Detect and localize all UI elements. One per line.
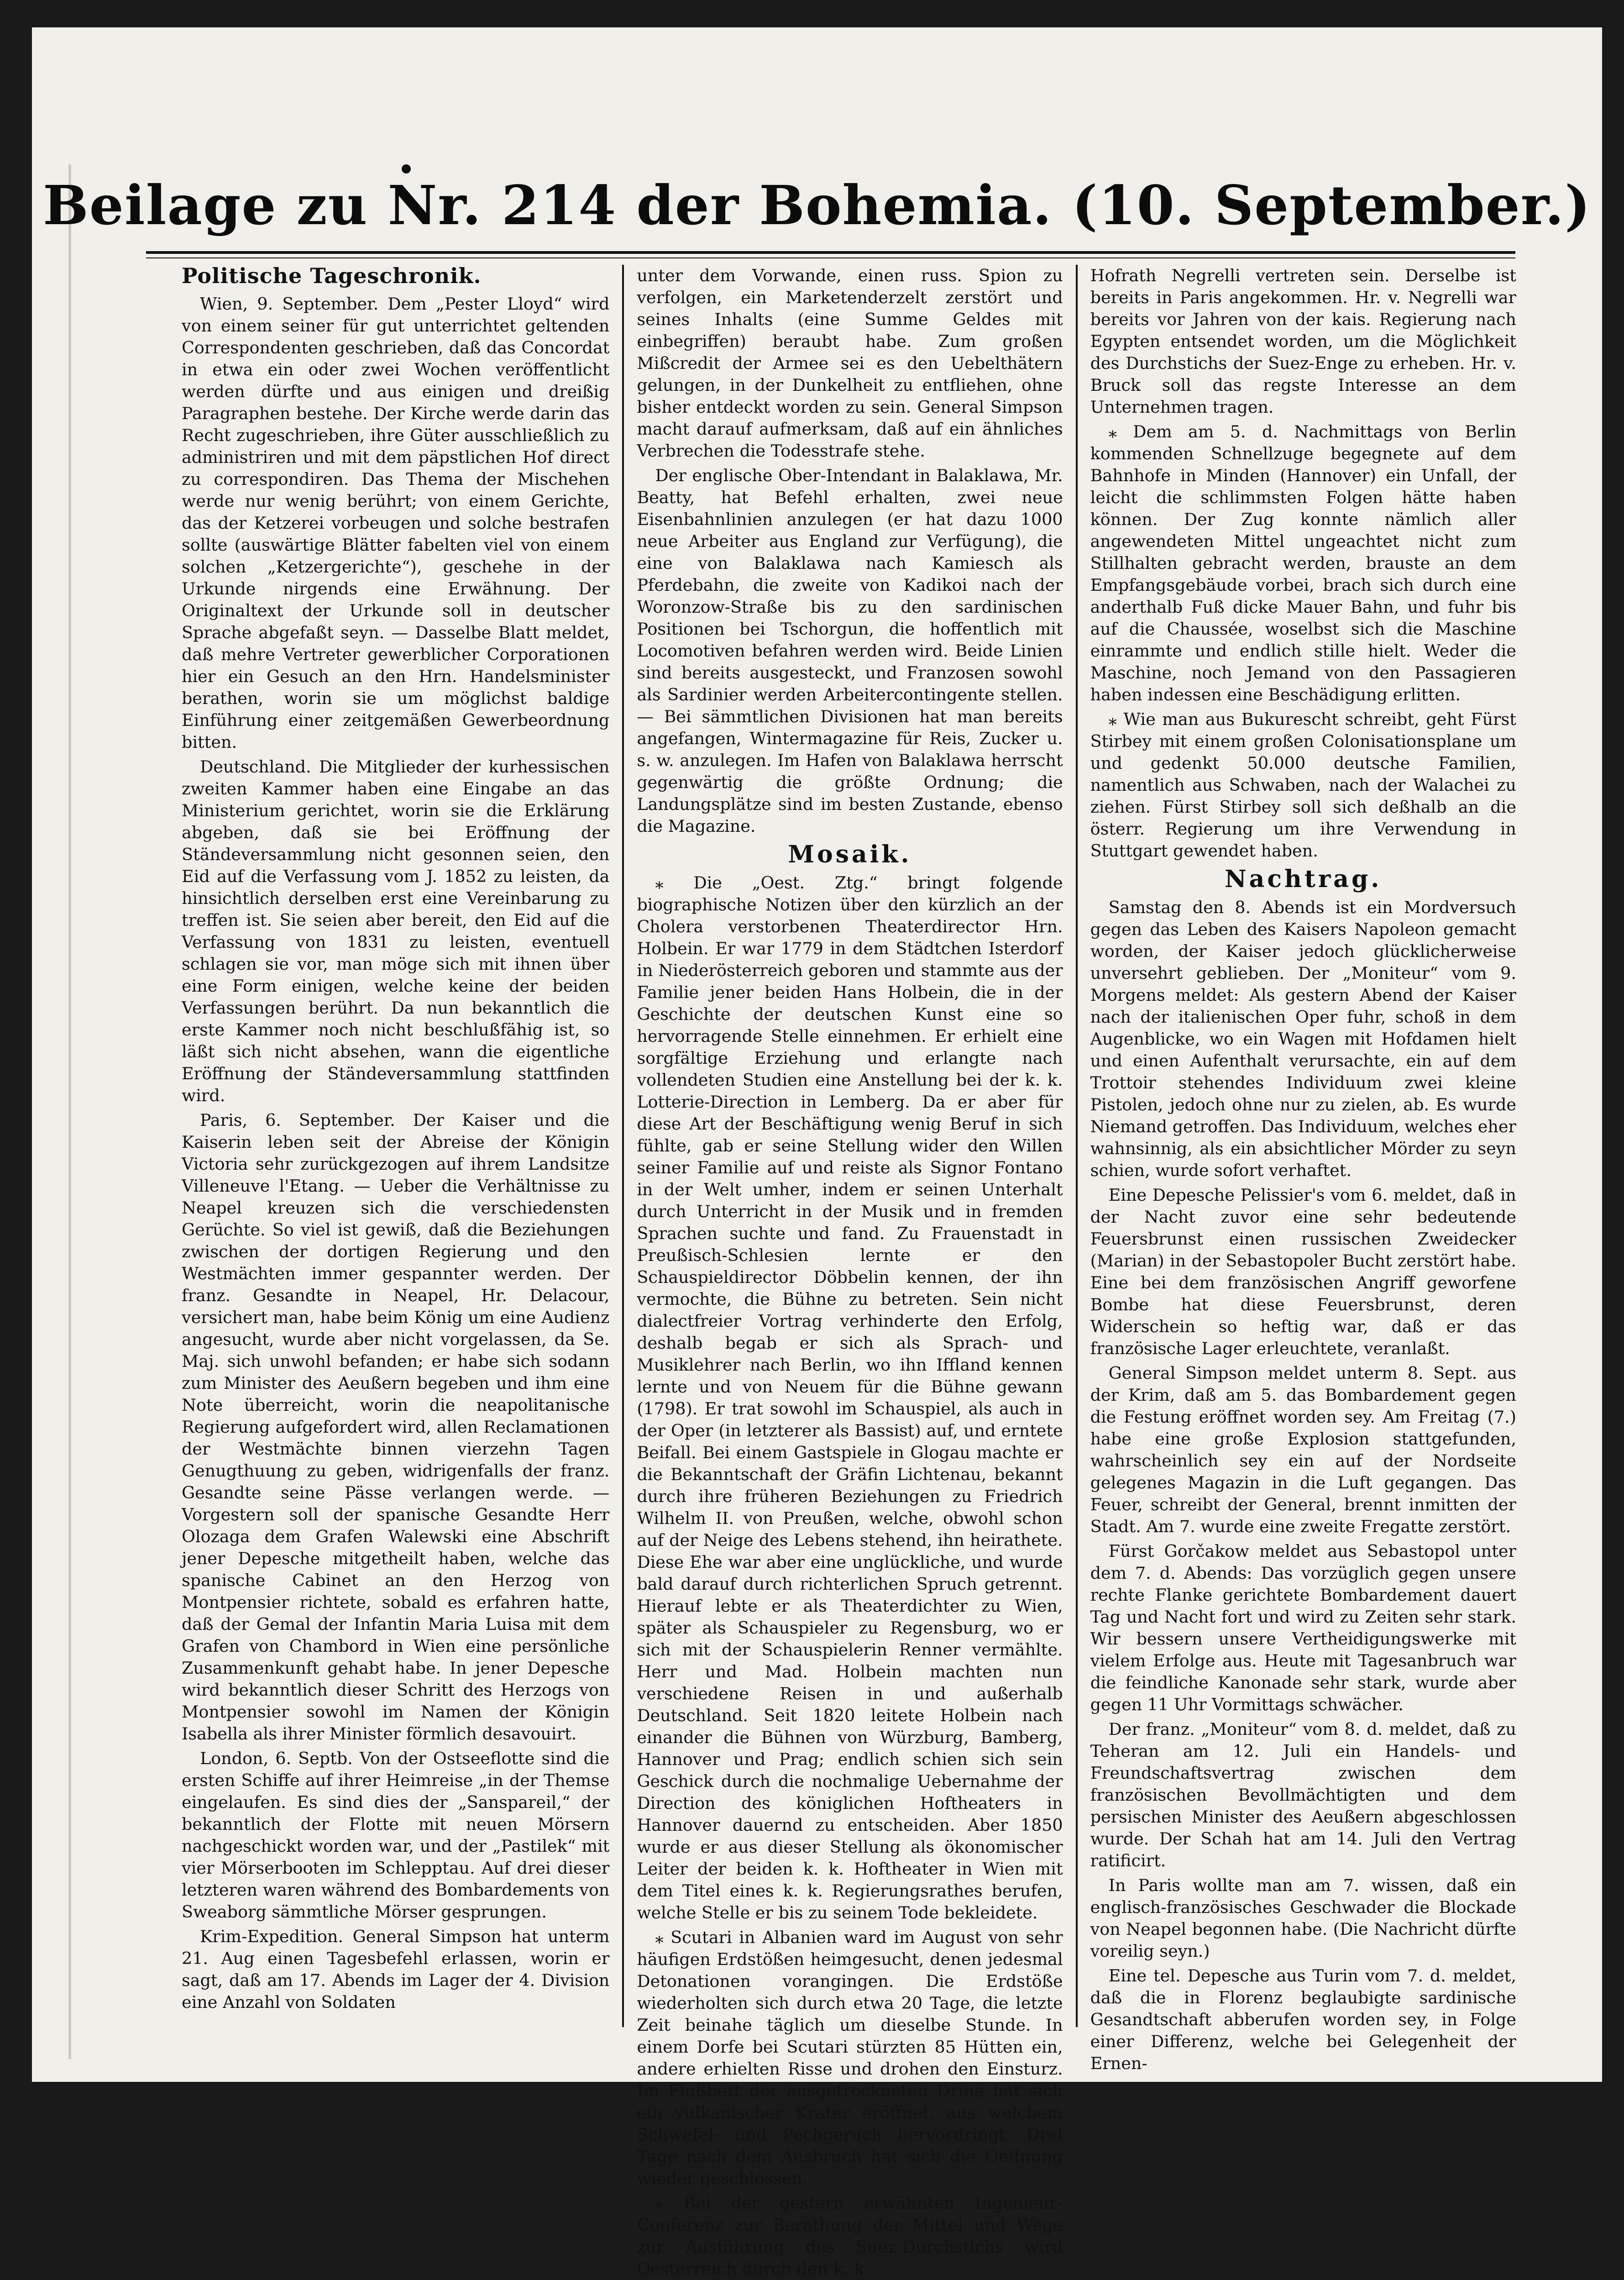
title-rule xyxy=(146,251,1515,254)
column-1 xyxy=(169,265,622,2027)
article-scutari: ⁎ Scutari in Albanien ward im August von sehr häufigen Erdstößen heimgesucht, denen jedesmal Detonationen vorangingen. Die Erdstöße wiederholten sich durch etwa 20 Tage, die letzte Zeit beinahe täglich um dieselbe Stunde. In einem Dorfe bei Scutari stürzten 85 Hütten ein, andere erhielten Risse und drohen den Einsturz. Im Flußbett der ausgetrockneten Drina hat sich ein vulkanischer Krater eröffnet, aus welchem Schwefel- und Pechgeruch hervordringt. Drei Tage nach dem Ausbruch hat sich die Oeffnung wieder geschlossen. xyxy=(637,1928,1063,2188)
article-crimea: Krim-Expedition. General Simpson hat unterm 21. Aug einen Tagesbefehl erlassen, worin er sagt, daß am 17. Abends im Lager der 4. Division eine Anzahl von Soldaten xyxy=(182,1927,610,2012)
newspaper-page xyxy=(32,27,1602,2279)
article-holbein: ⁎ Die „Oest. Ztg.“ bringt folgende biographische Notizen über den kürzlich an der Cholera verstorbenen Theaterdirector Hrn. Holbein. Er war 1779 in dem Städtchen Isterdorf in Niederösterreich geboren und stammte aus der Familie jener beiden Hans Holbein, die in der Geschichte der deutschen Kunst eine so hervorragende Stelle einnehmen. Er erhielt eine sorgfältige Erziehung und erlangte nach vollendeten Studien eine Anstellung bei der k. k. Lotterie-Direction in Lemberg. Da er aber für diese Art der Beschäftigung wenig Beruf in sich fühlte, gab er seine Stellung wider den Willen seiner Familie auf und reiste als Signor Fontano in der Welt umher, indem er seinen Unterhalt durch Unterricht in der Musik und in fremden Sprachen suchte und fand. Zu Frauenstadt in Preußisch-Schlesien lernte er den Schauspieldirector Döbbelin kennen, der ihn vermochte, die Bühne zu betreten. Sein nicht dialectfreier Vortrag verhinderte den Erfolg, deshalb begab er sich als Sprach- und Musiklehrer nach Berlin, wo ihn Iffland kennen lernte und von Neuem für die Bühne gewann (1798). Er trat sowohl im Schauspiel, als auch in der Oper (in letzterer als Bassist) auf, und erntete Beifall. Bei einem Gastspiele in Glogau machte er die Bekanntschaft der Gräfin Lichtenau, bekannt durch ihre früheren Beziehungen zu Friedrich Wilhelm II. von Preußen, welche, obwohl schon auf der Neige des Lebens stehend, ihn heirathete. Diese Ehe war aber eine unglückliche, und wurde bald darauf durch richterlichen Spruch getrennt. Hierauf lebte er als Theaterdichter zu Wien, später als Schauspieler zu Regensburg, wo er sich mit der Schauspielerin Renner vermählte. Herr und Mad. Holbein machten nun verschiedene Reisen in und außerhalb Deutschland. Seit 1820 leitete Holbein nach einander die Bühnen von Würzburg, Bamberg, Hannover und Prag; endlich schien sich sein Geschick durch die nochmalige Uebernahme der Direction des königlichen Hoftheaters in Hannover dauernd zu entscheiden. Aber 1850 wurde er aus dieser Stellung als ökonomischer Leiter der beiden k. k. Hoftheater in Wien mit dem Titel eines k. k. Regierungsrathes berufen, welche Stelle er bis zu seinem Tode bekleidete. xyxy=(637,873,1063,1923)
article-vienna: Wien, 9. September. Dem „Pester Lloyd“ wird von einem seiner für gut unterrichtet geltenden Correspondenten geschrieben, daß das Concordat in etwa ein oder zwei Wochen veröffentlicht werden dürfte und aus einigen und dreißig Paragraphen bestehe. Der Kirche werde darin das Recht zugeschrieben, ihre Güter ausschließlich zu administriren und mit dem päpstlichen Hof direct zu correspondiren. Das Thema der Mischehen werde nur wenig berührt; von einem Gerichte, das der Ketzerei vorbeugen und solche bestrafen sollte (auswärtige Blätter fabelten viel von einem solchen „Ketzergerichte“), geschehe in der Urkunde nirgends eine Erwähnung. Der Originaltext der Urkunde soll in deutscher Sprache abgefaßt seyn. — Dasselbe Blatt meldet, daß mehre Vertreter gewerblicher Corporationen hier ein Gesuch an den Hrn. Handelsminister berathen, worin sie um möglichst baldige Einführung einer zeitgemäßen Gewerbeordnung bitten. xyxy=(182,294,610,752)
article-paris-blockade: In Paris wollte man am 7. wissen, daß ein englisch-französisches Geschwader die Blockade von Neapel begonnen habe. (Die Nachricht dürfte voreilig seyn.) xyxy=(1090,1875,1516,1961)
article-negrelli: Hofrath Negrelli vertreten sein. Derselbe ist bereits in Paris angekommen. Hr. v. Negrelli war bereits vor Jahren von der kais. Regierung nach Egypten entsendet worden, um die Möglichkeit des Durchstichs der Suez-Enge zu erheben. Hr. v. Bruck soll das regste Interesse an dem Unternehmen tragen. xyxy=(1090,266,1516,417)
article-teheran: Der franz. „Moniteur“ vom 8. d. meldet, daß zu Teheran am 12. Juli ein Handels- und Freundschaftsvertrag zwischen dem französischen Bevollmächtigten und dem persischen Minister des Aeußern abgeschlossen wurde. Der Schah hat am 14. Juli den Vertrag ratificirt. xyxy=(1090,1719,1516,1870)
article-simpson: General Simpson meldet unterm 8. Sept. aus der Krim, daß am 5. das Bombardement gegen die Festung eröffnet worden sey. Am Freitag (7.) habe eine große Explosion stattgefunden, wahrscheinlich sey ein auf der Nordseite gelegenes Magazin in die Luft gegangen. Das Feuer, schreibt der General, brennt inmitten der Stadt. Am 7. wurde eine zweite Fregatte zerstört. xyxy=(1090,1363,1516,1536)
article-suez-conference: ⁎ Bei der gestern erwähnten Ingenieur-Conferenz zur Berathung der Mittel und Wege zur Ausführung des Suez-Durchstichs wird Oesterreich durch den k. k. xyxy=(637,2193,1063,2279)
article-crimea-continued: unter dem Vorwande, einen russ. Spion zu verfolgen, ein Marketenderzelt zerstört und seines Inhalts (eine Summe Geldes mit einbegriffen) beraubt habe. Zum großen Mißcredit der Armee sei es den Uebelthätern gelungen, in der Dunkelheit zu entfliehen, ohne bisher entdeckt worden zu sein. General Simpson macht darauf aufmerksam, daß auf ein ähnliches Verbrechen die Todesstrafe stehe. xyxy=(637,266,1063,461)
article-stirbey: ⁎ Wie man aus Bukurescht schreibt, geht Fürst Stirbey mit einem großen Colonisationsplane um und gedenkt 50.000 deutsche Familien, namentlich aus Schwaben, nach der Walachei zu ziehen. Fürst Stirbey soll sich deßhalb an die österr. Regierung um ihre Verwendung in Stuttgart gewendet haben. xyxy=(1090,709,1516,861)
section-heading-nachtrag: Nachtrag. xyxy=(1225,865,1382,893)
column-3 xyxy=(1076,265,1529,2073)
article-pelissier: Eine Depesche Pelissier's vom 6. meldet, daß in der Nacht zuvor eine sehr bedeutende Feuersbrunst einen russischen Zweidecker (Marian) in der Sebastopoler Bucht zerstört habe. Eine bei dem französischen Angriff geworfene Bombe hat diese Feuersbrunst, deren Widerschein so heftig war, daß er das französische Lager erleuchtete, veranlaßt. xyxy=(1090,1185,1516,1358)
title-rule-thin xyxy=(146,257,1515,258)
article-balaklava: Der englische Ober-Intendant in Balaklawa, Mr. Beatty, hat Befehl erhalten, zwei neue Eisenbahnlinien anzulegen (er hat dazu 1000 neue Arbeiter aus England zur Verfügung), die eine von Balaklawa nach Kamiesch als Pferdebahn, die zweite von Kadikoi nach der Woronzow-Straße bis zu den sardinischen Positionen bei Tschorgun, die hoffentlich mit Locomotiven befahren werden wird. Beide Linien sind bereits ausgesteckt, und Franzosen sowohl als Sardinier werden Arbeitercontingente stellen. — Bei sämmtlichen Divisionen hat man bereits angefangen, Wintermagazine für Reis, Zucker u. s. w. anzulegen. Im Hafen von Balaklawa herrscht gegenwärtig die größte Ordnung; die Landungsplätze sind im besten Zustande, ebenso die Magazine. xyxy=(637,466,1063,836)
section-heading-politics: Politische Tageschronik. xyxy=(182,263,482,288)
page-title: Beilage zu Nr. 214 der Bohemia. (10. September.) xyxy=(43,173,1591,237)
section-heading-mosaik: Mosaik. xyxy=(788,841,912,868)
columns xyxy=(169,263,1529,2279)
ink-dot xyxy=(402,164,411,173)
column-2 xyxy=(622,265,1075,2279)
article-gorcakow: Fürst Gorčakow meldet aus Sebastopol unter dem 7. d. Abends: Das vorzüglich gegen unsere rechte Flanke gerichtete Bombardement dauert Tag und Nacht fort und wird zu Zeiten sehr stark. Wir bessern unsere Vertheidigungswerke mit vielem Erfolge aus. Heute mit Tagesanbruch war die feindliche Kanonade sehr stark, wurde aber gegen 11 Uhr Vormittags schwächer. xyxy=(1090,1541,1516,1714)
article-turin: Eine tel. Depesche aus Turin vom 7. d. meldet, daß die in Florenz beglaubigte sardinische Gesandtschaft abberufen worden sey, in Folge einer Differenz, welche bei Gelegenheit der Ernen- xyxy=(1090,1966,1516,2073)
page-fold-edge xyxy=(68,164,71,2059)
article-napoleon-attempt: Samstag den 8. Abends ist ein Mordversuch gegen das Leben des Kaisers Napoleon gemacht worden, der Kaiser jedoch glücklicherweise unversehrt geblieben. Der „Moniteur“ vom 9. Morgens meldet: Als gestern Abend der Kaiser nach der italienischen Oper fuhr, schoß in dem Augenblicke, wo ein Wagen mit Hofdamen hielt und einen Aufenthalt verursachte, ein auf dem Trottoir stehendes Individuum zwei kleine Pistolen, jedoch ohne nur zu zielen, ab. Es wurde Niemand getroffen. Das Individuum, welches eher wahnsinnig, als ein absichtlicher Mörder zu seyn schien, wurde sofort verhaftet. xyxy=(1090,898,1516,1180)
article-london: London, 6. Septb. Von der Ostseeflotte sind die ersten Schiffe auf ihrer Heimreise „in der Themse eingelaufen. Es sind dies der „Sanspareil,“ der bekanntlich der Flotte mit neuen Mörsern nachgeschickt worden war, und der „Pastilek“ mit vier Mörserbooten im Schlepptau. Auf drei dieser letzteren waren während des Bombardements von Sweaborg sämmtliche Mörser gesprungen. xyxy=(182,1749,610,1922)
article-paris: Paris, 6. September. Der Kaiser und die Kaiserin leben seit der Abreise der Königin Victoria sehr zurückgezogen auf ihrem Landsitze Villeneuve l'Etang. — Ueber die Verhältnisse zu Neapel kreuzen sich die verschiedensten Gerüchte. So viel ist gewiß, daß die Beziehungen zwischen der dortigen Regierung und den Westmächten immer gespannter werden. Der franz. Gesandte in Neapel, Hr. Delacour, versichert man, habe beim König um eine Audienz angesucht, wurde aber nicht vorgelassen, da Se. Maj. sich unwohl befanden; er habe sich sodann zum Minister des Aeußern begeben und ihm eine Note überreicht, worin die neapolitanische Regierung aufgefordert wird, allen Reclamationen der Westmächte binnen vierzehn Tagen Genugthuung zu geben, widrigenfalls der franz. Gesandte seine Pässe verlangen werde. — Vorgestern soll der spanische Gesandte Herr Olozaga dem Grafen Walewski eine Abschrift jener Depesche mitgetheilt haben, welche das spanische Cabinet an den Herzog von Montpensier richtete, sobald es erfahren hatte, daß der Gemal der Infantin Maria Luisa mit dem Grafen von Chambord in Wien eine persönliche Zusammenkunft gehabt habe. In jener Depesche wird bekanntlich dieser Schritt des Herzogs von Montpensier sowohl im Namen der Königin Isabella als ihrer Minister förmlich desavouirt. xyxy=(182,1110,610,1744)
article-germany: Deutschland. Die Mitglieder der kurhessischen zweiten Kammer haben eine Eingabe an das Ministerium gerichtet, worin sie die Erklärung abgeben, daß sie bei Eröffnung der Ständeversammlung nicht gesonnen seien, den Eid auf die Verfassung vom J. 1852 zu leisten, da hinsichtlich derselben erst eine Vereinbarung zu treffen ist. Sie seien aber bereit, den Eid auf die Verfassung von 1831 zu leisten, eventuell schlagen sie vor, man möge sich mit ihnen über eine Form einigen, welche keine der beiden Verfassungen berührt. Da nun bekanntlich die erste Kammer noch nicht beschlußfähig ist, so läßt sich nicht absehen, wann die eigentliche Eröffnung der Ständeversammlung stattfinden wird. xyxy=(182,757,610,1105)
article-minden-accident: ⁎ Dem am 5. d. Nachmittags von Berlin kommenden Schnellzuge begegnete auf dem Bahnhofe in Minden (Hannover) ein Unfall, der leicht die schlimmsten Folgen hätte haben können. Der Zug konnte nämlich aller angewendeten Mittel ungeachtet nicht zum Stillhalten gebracht werden, brauste an dem Empfangsgebäude vorbei, brach sich durch eine anderthalb Fuß dicke Mauer Bahn, und fuhr bis auf die Chaussée, woselbst sich die Maschine einrammte und endlich stille hielt. Weder die Maschine, noch Jemand von den Passagieren haben indessen eine Beschädigung erlitten. xyxy=(1090,422,1516,704)
